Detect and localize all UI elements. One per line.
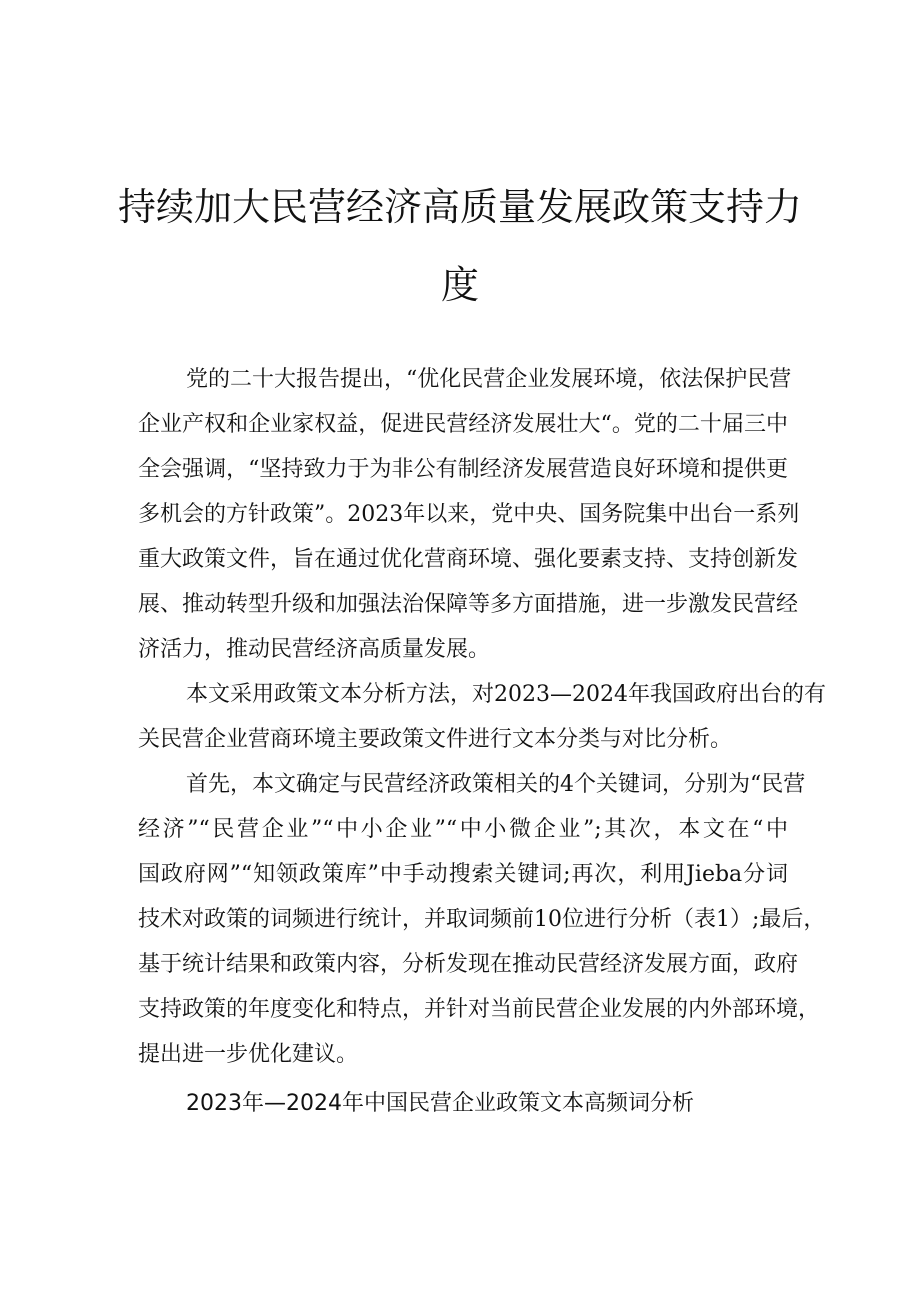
paragraph-1-line-6: 展、推动转型升级和加强法治保障等多方面措施，进一步激发民营经 (138, 592, 799, 617)
paragraph-3-line-3: 国政府网”“知领政策库”中手动搜索关键词;再次，利用Jieba分词 (138, 862, 788, 887)
paragraph-3-line-4: 技术对政策的词频进行统计，并取词频前10位进行分析（表1）;最后， (138, 907, 826, 932)
paragraph-3-line-2: 经济”“民营企业”“中小企业”“中小微企业”;其次，本文在“中 (138, 817, 788, 842)
paragraph-1-line-2: 企业产权和企业家权益，促进民营经济发展壮大“。党的二十届三中 (138, 412, 788, 437)
paragraph-1-line-3: 全会强调，“坚持致力于为非公有制经济发展营造良好环境和提供更 (138, 457, 788, 482)
paragraph-3-line-5: 基于统计结果和政策内容，分析发现在推动民营经济发展方面，政府 (138, 952, 799, 977)
paragraph-3-line-7: 提出进一步优化建议。 (138, 1042, 359, 1067)
table-caption: 2023年—2024年中国民营企业政策文本高频词分析 (186, 1091, 694, 1116)
paragraph-2-line-2: 关民营企业营商环境主要政策文件进行文本分类与对比分析。 (138, 727, 733, 752)
document-title-line-2: 度 (440, 263, 479, 307)
paragraph-1-line-5: 重大政策文件，旨在通过优化营商环境、强化要素支持、支持创新发 (138, 547, 799, 572)
paragraph-1-line-7: 济活力，推动民营经济高质量发展。 (138, 637, 491, 662)
paragraph-1-line-1: 党的二十大报告提出，“优化民营企业发展环境，依法保护民营 (186, 367, 792, 392)
document-title-line-1: 持续加大民营经济高质量发展政策支持力 (117, 185, 802, 229)
paragraph-2-line-1: 本文采用政策文本分析方法，对2023—2024年我国政府出台的有 (186, 682, 826, 707)
paragraph-3-line-1: 首先，本文确定与民营经济政策相关的4个关键词，分别为“民营 (186, 772, 806, 797)
paragraph-3-line-6: 支持政策的年度变化和特点，并针对当前民营企业发展的内外部环境， (138, 997, 821, 1022)
paragraph-1-line-4: 多机会的方针政策”。2023年以来，党中央、国务院集中出台一系列 (138, 502, 800, 527)
